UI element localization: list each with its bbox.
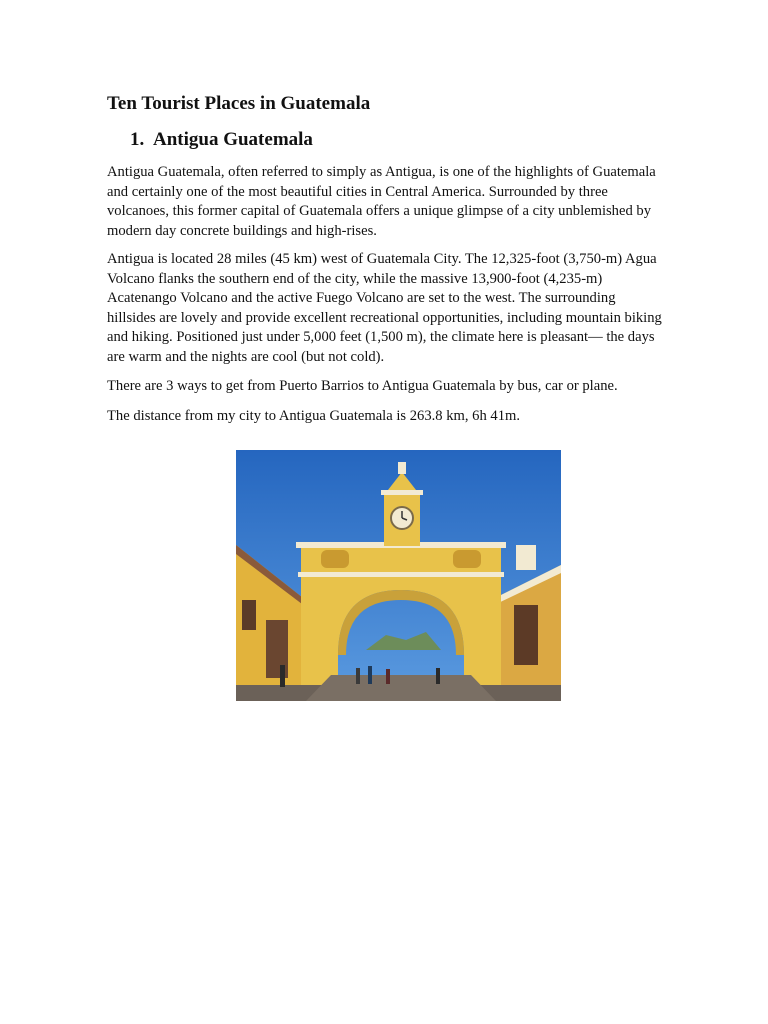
paragraph-travel-options: There are 3 ways to get from Puerto Barrios to Antigua Guatemala by bus, car or plane. [107,378,618,394]
paragraph-distance: The distance from my city to Antigua Guatemala is 263.8 km, 6h 41m. [107,408,521,424]
section-number: 1. [130,129,145,150]
section-title: Antigua Guatemala [153,129,313,150]
paragraph-location: Antigua is located 28 miles (45 km) west of Guatemala City. The 12,325-foot (3,750-m) Agua Volcano flanks the southern end of the city, while the massive 13,900-foot (4,235-m) Acatenango Volcano and the active Fuego Volcano are set to the west. The surrounding hillsides are lovely and provide excellent recreational opportunities, including mountain biking and hiking. Positioned just under 5,000 feet (1,500 m), the climate here is pleasant— the days are warm and the nights are cool (but not cold). [107,251,662,365]
section-heading [130,128,313,152]
paragraph-intro: Antigua Guatemala, often referred to simply as Antigua, is one of the highlights of Guatemala and certainly one of the most beautiful cities in Central America. Surrounded by three volcanoes, this former capital of Guatemala offers a unique glimpse of a city unblemished by modern day concrete buildings and high-rises. [107,164,656,239]
antigua-arch-photo [236,450,561,701]
document-title: Ten Tourist Places in Guatemala [107,93,371,114]
